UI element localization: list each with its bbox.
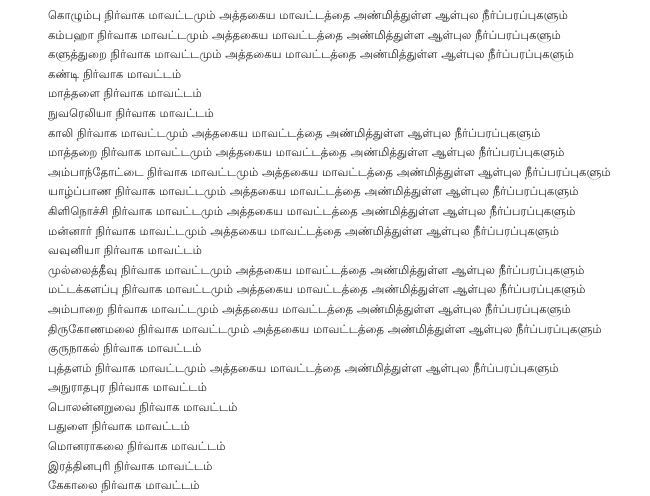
district-line-hambantota: அம்பாந்தோட்டை நிர்வாக மாவட்டமும் அத்தகைய மாவட்டத்தை அண்மித்துள்ள ஆள்புல நீர்ப்பரப்புகளும் xyxy=(48,164,611,179)
district-line-galle: காலி நிர்வாக மாவட்டமும் அத்தகைய மாவட்டத்தை அண்மித்துள்ள ஆள்புல நீர்ப்பரப்புகளும் xyxy=(48,125,541,140)
district-line-kandy: கண்டி நிர்வாக மாவட்டம் xyxy=(48,66,182,81)
district-line-anuradhapura: அநுராதபுர நிர்வாக மாவட்டம் xyxy=(48,380,207,395)
district-line-kilinochchi: கிளிநொச்சி நிர்வாக மாவட்டமும் அத்தகைய மாவட்டத்தை அண்மித்துள்ள ஆள்புல நீர்ப்பரப்புகளும் xyxy=(48,203,576,218)
district-line-ampara: அம்பாறை நிர்வாக மாவட்டமும் அத்தகைய மாவட்டத்தை அண்மித்துள்ள ஆள்புல நீர்ப்பரப்புகளும் xyxy=(48,301,571,316)
district-line-mannar: மன்னார் நிர்வாக மாவட்டமும் அத்தகைய மாவட்டத்தை அண்மித்துள்ள ஆள்புல நீர்ப்பரப்புகளும் xyxy=(48,223,560,238)
district-line-kegalle: கேகாலை நிர்வாக மாவட்டம் xyxy=(48,478,200,493)
district-line-kurunegala: குருநாகல் நிர்வாக மாவட்டம் xyxy=(48,341,202,356)
district-line-ratnapura: இரத்தினபுரி நிர்வாக மாவட்டம் xyxy=(48,458,213,473)
district-list xyxy=(48,6,644,496)
district-line-trincomalee: திருகோணமலை நிர்வாக மாவட்டமும் அத்தகைய மாவட்டத்தை அண்மித்துள்ள ஆள்புல நீர்ப்பரப்புகளும் xyxy=(48,321,602,336)
district-line-mullaitivu: முல்லைத்தீவு நிர்வாக மாவட்டமும் அத்தகைய மாவட்டத்தை அண்மித்துள்ள ஆள்புல நீர்ப்பரப்புகளும் xyxy=(48,262,585,277)
district-line-kalutara: களுத்துறை நிர்வாக மாவட்டமும் அத்தகைய மாவட்டத்தை அண்மித்துள்ள ஆள்புல நீர்ப்பரப்புகளும் xyxy=(48,47,574,62)
district-line-polonnaruwa: பொலன்னறுவை நிர்வாக மாவட்டம் xyxy=(48,399,238,414)
district-line-puttalam: புத்தளம் நிர்வாக மாவட்டமும் அத்தகைய மாவட்டத்தை அண்மித்துள்ள ஆள்புல நீர்ப்பரப்புகளும் xyxy=(48,360,559,375)
district-line-badulla: பதுளை நிர்வாக மாவட்டம் xyxy=(48,419,190,434)
district-line-vavuniya: வவுனியா நிர்வாக மாவட்டம் xyxy=(48,243,202,258)
district-line-monaragala: மொனராகலை நிர்வாக மாவட்டம் xyxy=(48,439,226,454)
district-line-matara: மாத்தறை நிர்வாக மாவட்டமும் அத்தகைய மாவட்டத்தை அண்மித்துள்ள ஆள்புல நீர்ப்பரப்புகளும் xyxy=(48,145,565,160)
district-line-nuwara-eliya: நுவரெலியா நிர்வாக மாவட்டம் xyxy=(48,105,214,120)
district-line-jaffna: யாழ்ப்பாண நிர்வாக மாவட்டமும் அத்தகைய மாவட்டத்தை அண்மித்துள்ள ஆள்புல நீர்ப்பரப்புகளும் xyxy=(48,184,579,199)
district-line-colombo: கொழும்பு நிர்வாக மாவட்டமும் அத்தகைய மாவட்டத்தை அண்மித்துள்ள ஆள்புல நீர்ப்பரப்புகளும் xyxy=(48,8,568,22)
district-line-batticaloa: மட்டக்களப்பு நிர்வாக மாவட்டமும் அத்தகைய மாவட்டத்தை அண்மித்துள்ள ஆள்புல நீர்ப்பரப்புகளும் xyxy=(48,282,586,297)
district-line-matale: மாத்தளை நிர்வாக மாவட்டம் xyxy=(48,86,202,101)
district-line-gampaha: கம்பஹா நிர்வாக மாவட்டமும் அத்தகைய மாவட்டத்தை அண்மித்துள்ள ஆள்புல நீர்ப்பரப்புகளும் xyxy=(48,27,561,42)
